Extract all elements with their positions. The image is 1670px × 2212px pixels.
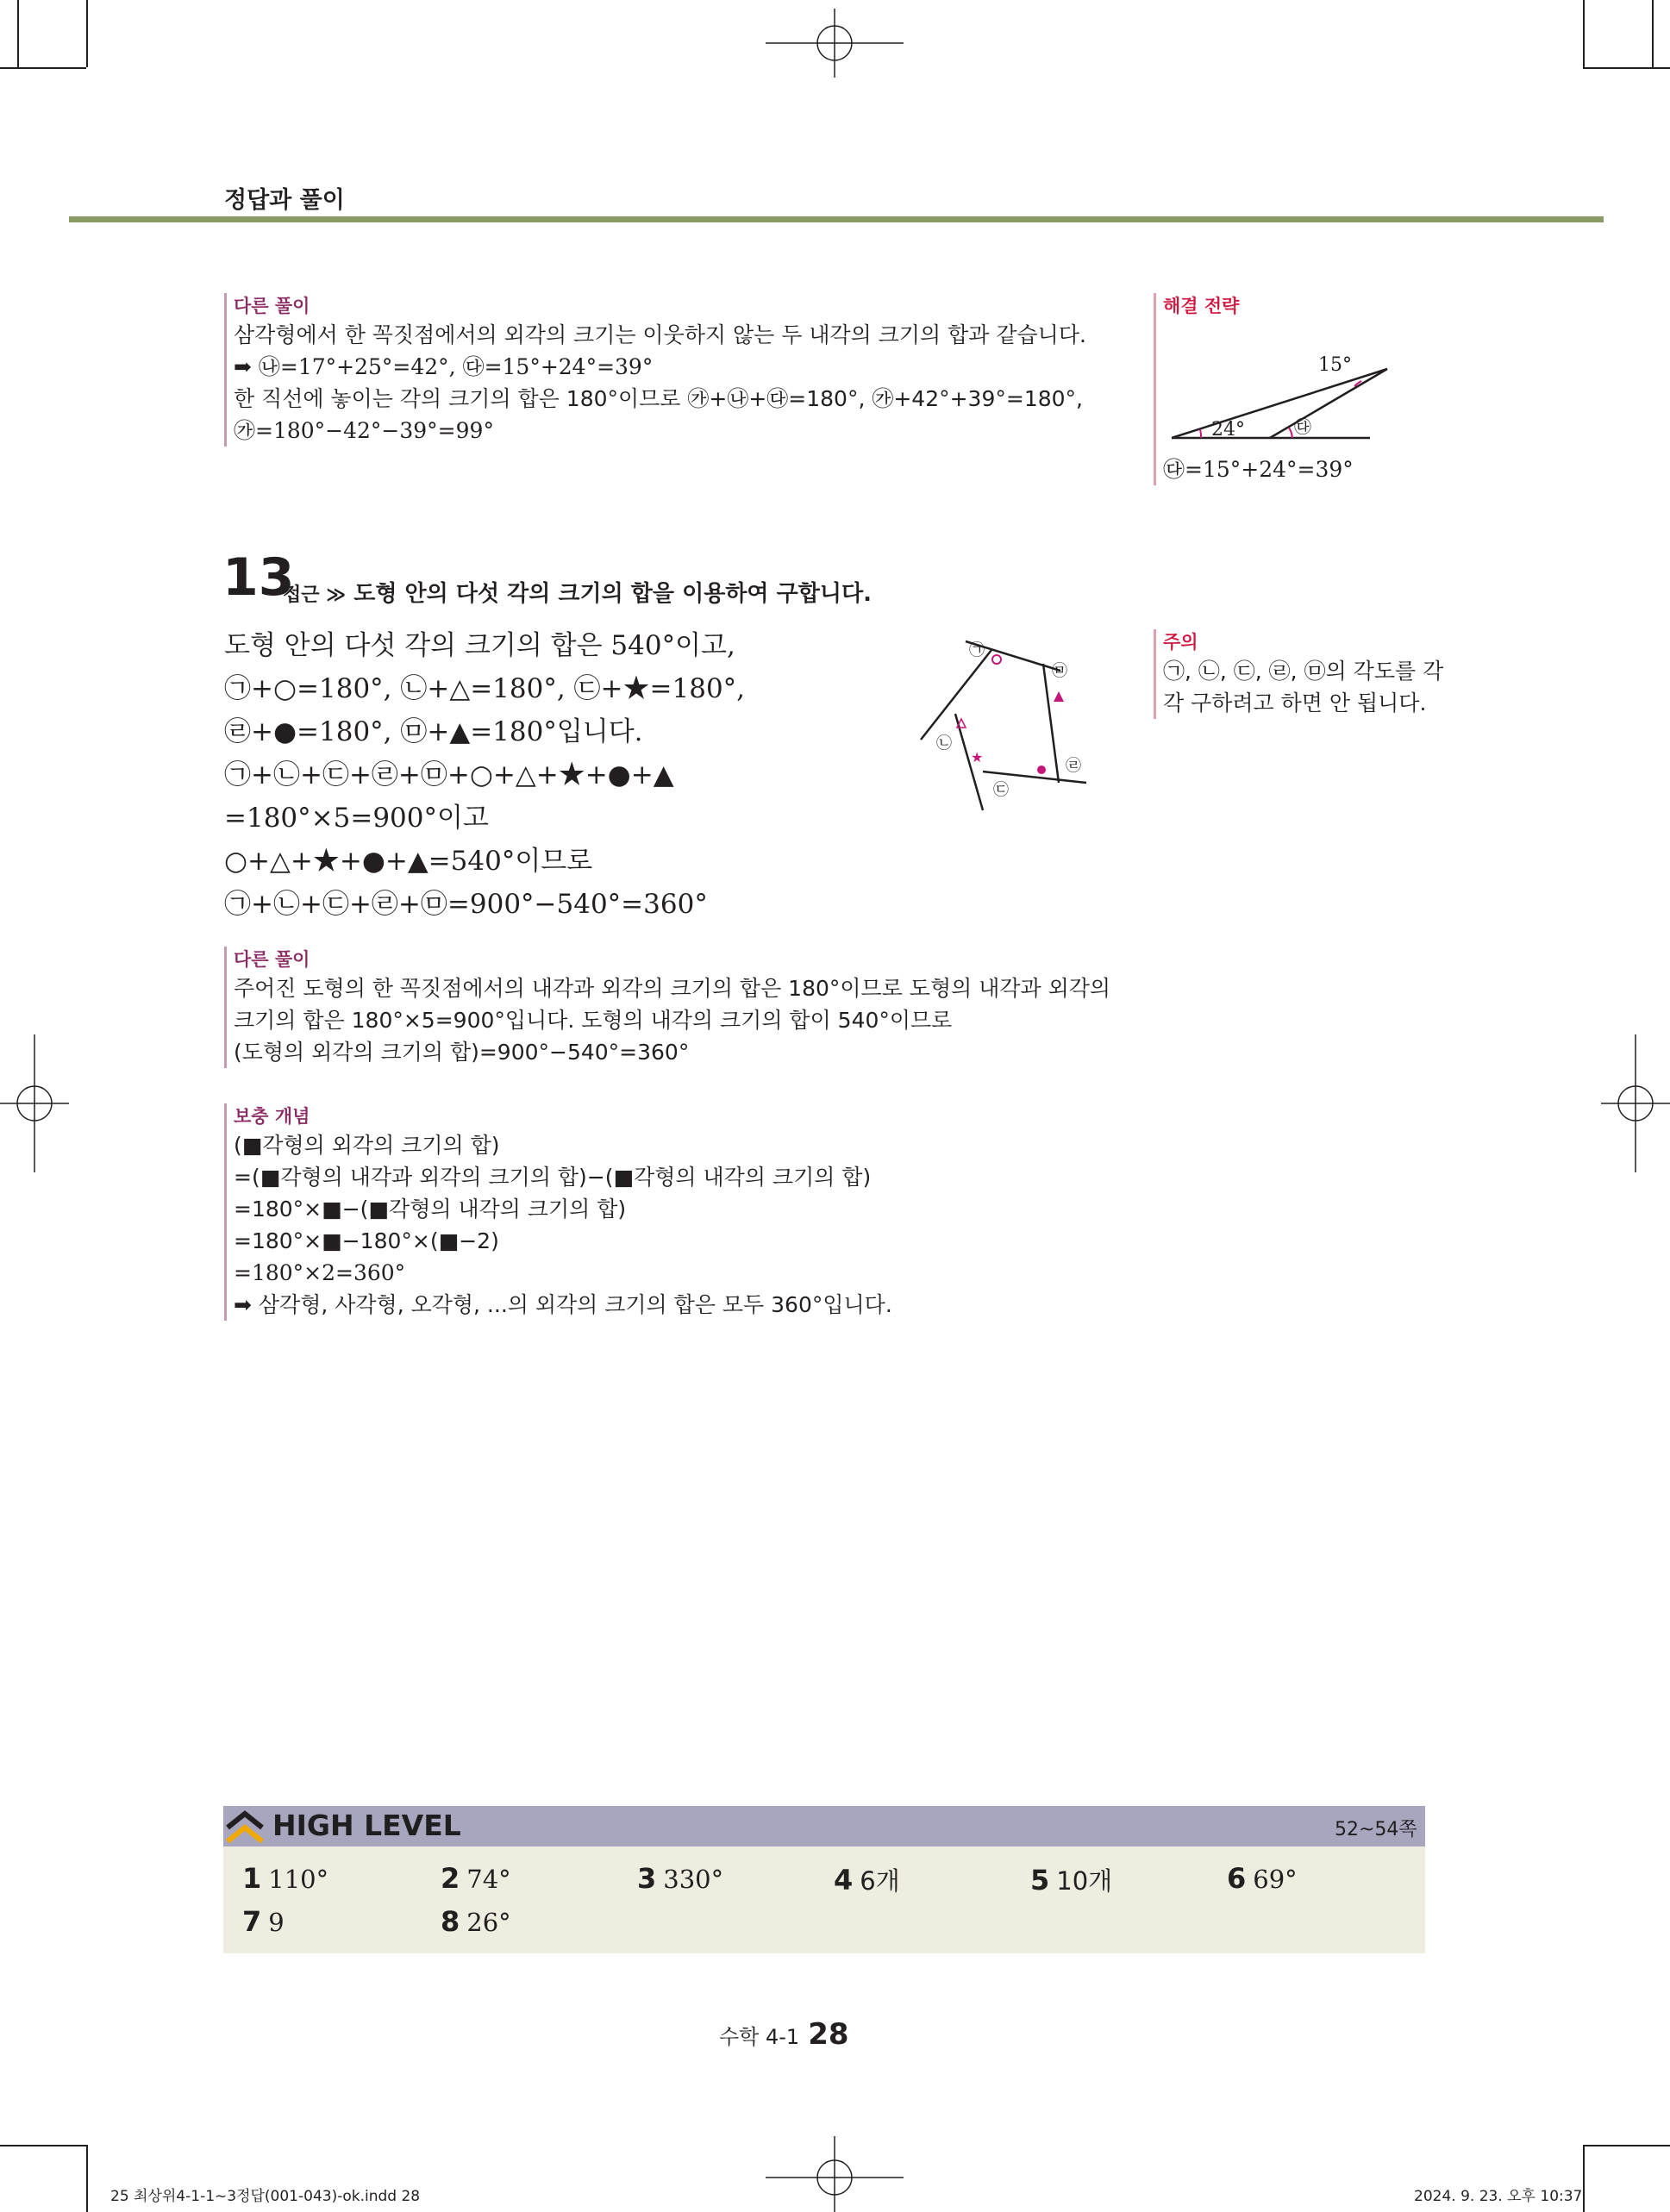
strategy-figure	[1163, 319, 1422, 453]
other-solution-box-1	[224, 293, 1086, 447]
problem-number: 13	[222, 547, 295, 608]
high-level-pages: 52~54쪽	[1335, 1819, 1417, 1840]
answer-item: 1 110°	[242, 1862, 329, 1895]
caution-line: ㉠, ㉡, ㉢, ㉣, ㉤의 각도를 각	[1163, 659, 1444, 684]
strategy-formula: ㉰=15°+24°=39°	[1163, 457, 1354, 482]
supplement-line: (■각형의 외각의 크기의 합)	[234, 1133, 500, 1158]
solution-lines	[224, 624, 745, 926]
figure-label: ㉤	[1052, 662, 1067, 680]
solution-line: ㉠+㉡+㉢+㉣+㉤+○+△+★+●+▲	[224, 759, 674, 790]
answer-item: 5 10개	[1030, 1864, 1113, 1896]
solution-line: =180°×5=900°이고	[224, 803, 489, 834]
triangle-diagram	[1163, 319, 1422, 453]
answer-item: 3 330°	[637, 1862, 724, 1895]
supplement-line: =180°×■−180°×(■−2)	[234, 1228, 499, 1253]
figure-label: ㉢	[993, 781, 1009, 799]
answer-item: 8 26°	[441, 1905, 511, 1938]
answer-item: 4 6개	[834, 1864, 900, 1896]
svg-text:★: ★	[971, 749, 984, 765]
solution-line: ㉣+●=180°, ㉤+▲=180°입니다.	[224, 716, 643, 747]
angle-label-15: 15°	[1318, 354, 1352, 376]
answer-panel	[223, 1846, 1425, 1953]
figure-label: ㉣	[1066, 757, 1081, 775]
solution-line: ○+△+★+●+▲=540°이므로	[224, 846, 593, 877]
answer-item: 2 74°	[441, 1862, 511, 1895]
solution-line: ㉠+○=180°, ㉡+△=180°, ㉢+★=180°,	[224, 673, 746, 704]
registration-mark-top	[766, 9, 904, 78]
high-level-title: HIGH LEVEL	[272, 1809, 461, 1842]
angle-label-24: 24°	[1211, 419, 1245, 441]
strategy-box	[1154, 293, 1422, 485]
answer-item: 6 69°	[1227, 1862, 1298, 1895]
registration-mark-right	[1601, 1034, 1670, 1172]
strategy-tag: 해결 전략	[1163, 296, 1240, 316]
other-solution-line: 크기의 합은 180°×5=900°입니다. 도형의 내각의 크기의 합이 540°이므로	[234, 1008, 953, 1033]
approach-label: 접근 ≫	[283, 584, 347, 606]
slug-file: 25 최상위4-1-1~3정답(001-043)-ok.indd 28	[110, 2188, 421, 2205]
angle-label-mark: ㉰	[1294, 416, 1311, 437]
other-solution-line: 주어진 도형의 한 꼭짓점에서의 내각과 외각의 크기의 합은 180°이므로 도형의 내각과 외각의	[234, 976, 1111, 1001]
registration-mark-left	[0, 1034, 69, 1172]
approach-text: 도형 안의 다섯 각의 크기의 합을 이용하여 구합니다.	[353, 581, 872, 607]
other-solution-line: 한 직선에 놓이는 각의 크기의 합은 180°이므로 ㉮+㉯+㉰=180°, ㉮+42°+39°=180°,	[234, 386, 1083, 411]
supplement-line: =180°×■−(■각형의 내각의 크기의 합)	[234, 1197, 627, 1222]
solution-line: ㉠+㉡+㉢+㉣+㉤=900°−540°=360°	[224, 889, 708, 920]
supplement-box	[224, 1103, 892, 1321]
other-solution-box-2	[224, 947, 1110, 1068]
other-solution-line: ➡ ㉯=17°+25°=42°, ㉰=15°+24°=39°	[234, 354, 654, 379]
slug-date: 2024. 9. 23. 오후 10:37	[1414, 2188, 1583, 2205]
caution-box	[1154, 629, 1443, 719]
footer-subject: 수학 4-1	[719, 2025, 800, 2049]
other-solution-tag: 다른 풀이	[234, 949, 310, 970]
figure-label: ㉠	[969, 641, 985, 659]
chevron-icon	[224, 1809, 266, 1845]
supplement-line: ➡ 삼각형, 사각형, 오각형, ...의 외각의 크기의 합은 모두 360°입니다.	[234, 1292, 892, 1317]
other-solution-line: 삼각형에서 한 꼭짓점에서의 외각의 크기는 이웃하지 않는 두 내각의 크기의 합과 같습니다.	[234, 322, 1086, 347]
caution-tag: 주의	[1163, 632, 1198, 653]
supplement-line: =180°×2=360°	[234, 1260, 406, 1285]
pentagon-figure	[914, 621, 1104, 819]
page-number: 28	[808, 2017, 849, 2052]
page-footer	[719, 2017, 849, 2052]
answer-item: 7 9	[242, 1905, 285, 1938]
registration-mark-bottom	[766, 2136, 904, 2212]
approach-heading	[283, 576, 872, 608]
other-solution-line: ㉮=180°−42°−39°=99°	[234, 418, 494, 443]
other-solution-line: (도형의 외각의 크기의 합)=900°−540°=360°	[234, 1040, 690, 1065]
solution-line: 도형 안의 다섯 각의 크기의 합은 540°이고,	[224, 630, 735, 661]
page-header-title: 정답과 풀이	[224, 187, 345, 214]
caution-line: 각 구하려고 하면 안 됩니다.	[1163, 690, 1427, 715]
figure-label: ㉡	[936, 734, 952, 753]
header-rule	[69, 216, 1604, 222]
supplement-line: =(■각형의 내각과 외각의 크기의 합)−(■각형의 내각의 크기의 합)	[234, 1165, 872, 1190]
supplement-tag: 보충 개념	[234, 1106, 310, 1127]
other-solution-tag: 다른 풀이	[234, 296, 310, 316]
